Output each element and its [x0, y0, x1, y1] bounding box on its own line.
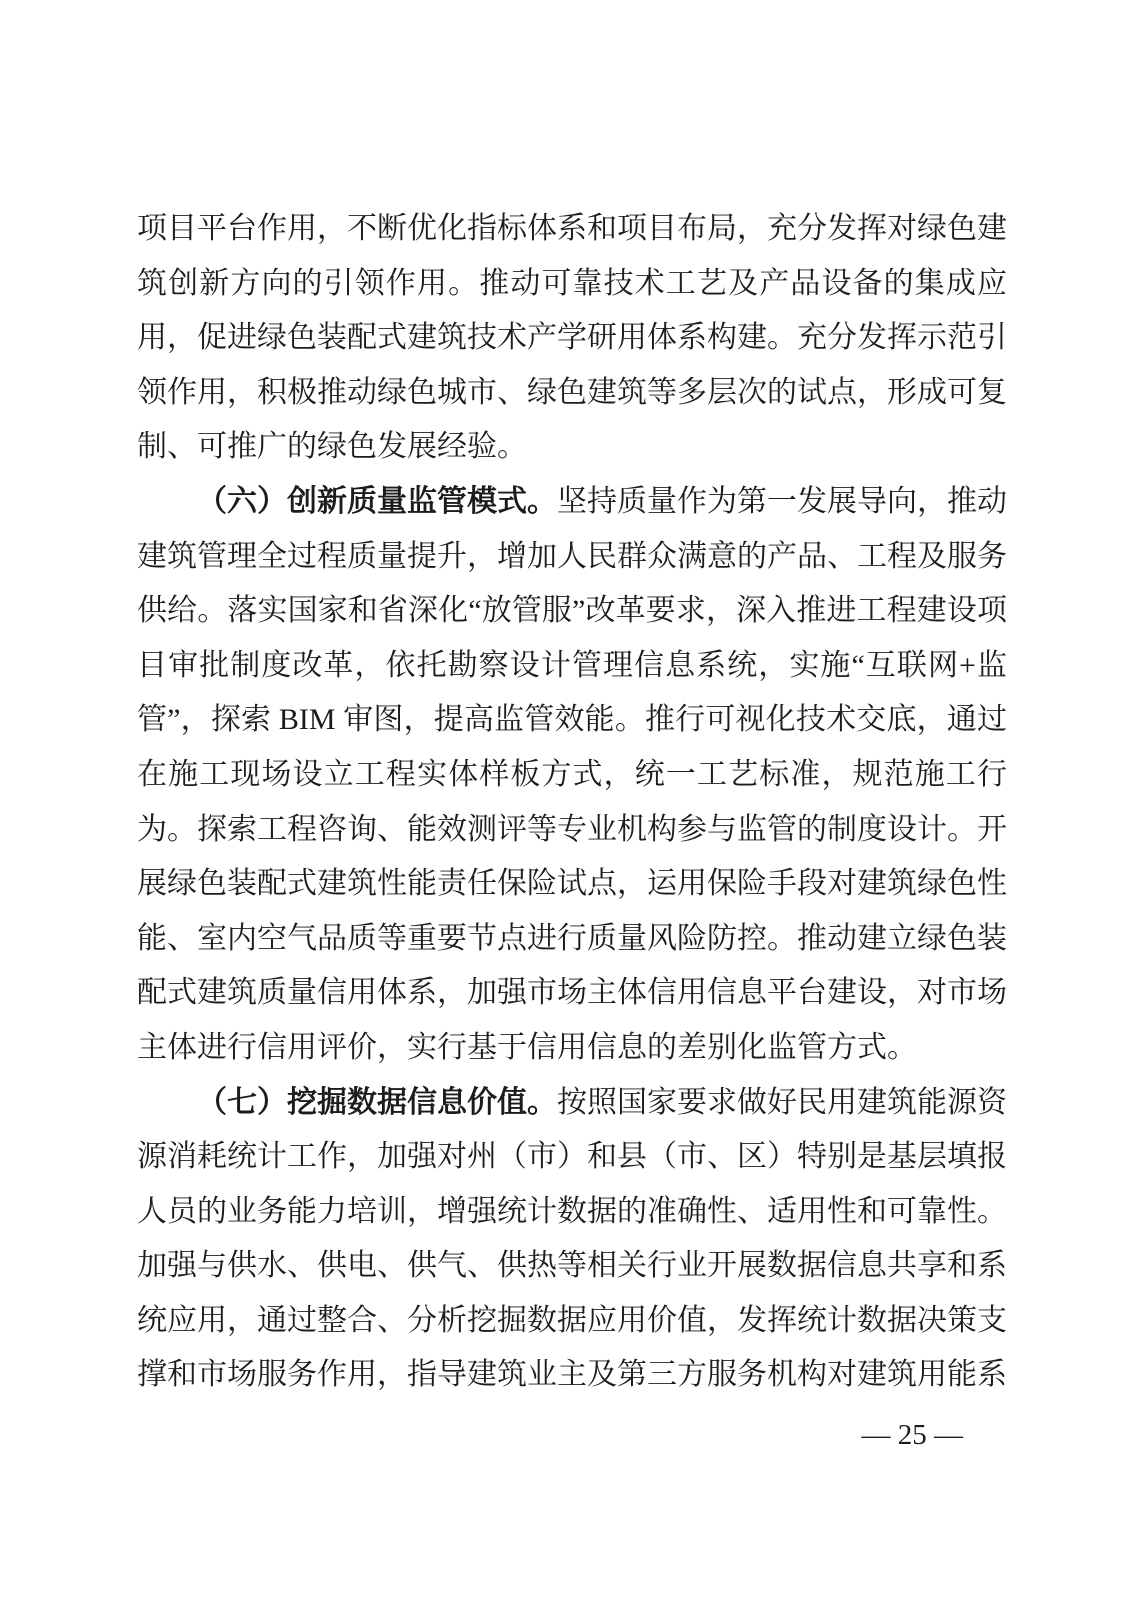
- paragraph-text: 坚持质量作为第一发展导向，推动建筑管理全过程质量提升，增加人民群众满意的产品、工程及服务供给。落实国家和省深化“放管服”改革要求，深入推进工程建设项目审批制度改革，依托勘察设计管理信息系统，实施“互联网+监管”，探索 BIM 审图，提高监管效能。推行可视化技术交底，通过在施工现场设立工程实体样板方式，统一工艺标准，规范施工行为。探索工程咨询、能效测评等专业机构参与监管的制度设计。开展绿色装配式建筑性能责任保险试点，运用保险手段对建筑绿色性能、室内空气品质等重要节点进行质量风险防控。推动建立绿色装配式建筑质量信用体系，加强市场主体信用信息平台建设，对市场主体进行信用评价，实行基于信用信息的差别化监管方式。: [137, 484, 1007, 1064]
- paragraph-text: 按照国家要求做好民用建筑能源资源消耗统计工作，加强对州（市）和县（市、区）特别是基层填报人员的业务能力培训，增强统计数据的准确性、适用性和可靠性。加强与供水、供电、供气、供热等相关行业开展数据信息共享和系统应用，通过整合、分析挖掘数据应用价值，发挥统计数据决策支撑和市场服务作用，指导建筑业主及第三方服务机构对建筑用能系: [137, 1085, 1007, 1392]
- paragraph-section-7: [137, 1076, 1007, 1404]
- section-heading-7: （七）挖掘数据信息价值。: [197, 1085, 557, 1119]
- page-footer: [862, 1415, 964, 1455]
- document-body: [137, 202, 1007, 1403]
- paragraph-section-6: [137, 475, 1007, 1076]
- section-heading-6: （六）创新质量监管模式。: [197, 484, 557, 518]
- paragraph-text: 项目平台作用，不断优化指标体系和项目布局，充分发挥对绿色建筑创新方向的引领作用。推动可靠技术工艺及产品设备的集成应用，促进绿色装配式建筑技术产学研用体系构建。充分发挥示范引领作用，积极推动绿色城市、绿色建筑等多层次的试点，形成可复制、可推广的绿色发展经验。: [137, 212, 1007, 464]
- page-number: — 25 —: [861, 1419, 963, 1451]
- paragraph-continuation: [137, 202, 1007, 475]
